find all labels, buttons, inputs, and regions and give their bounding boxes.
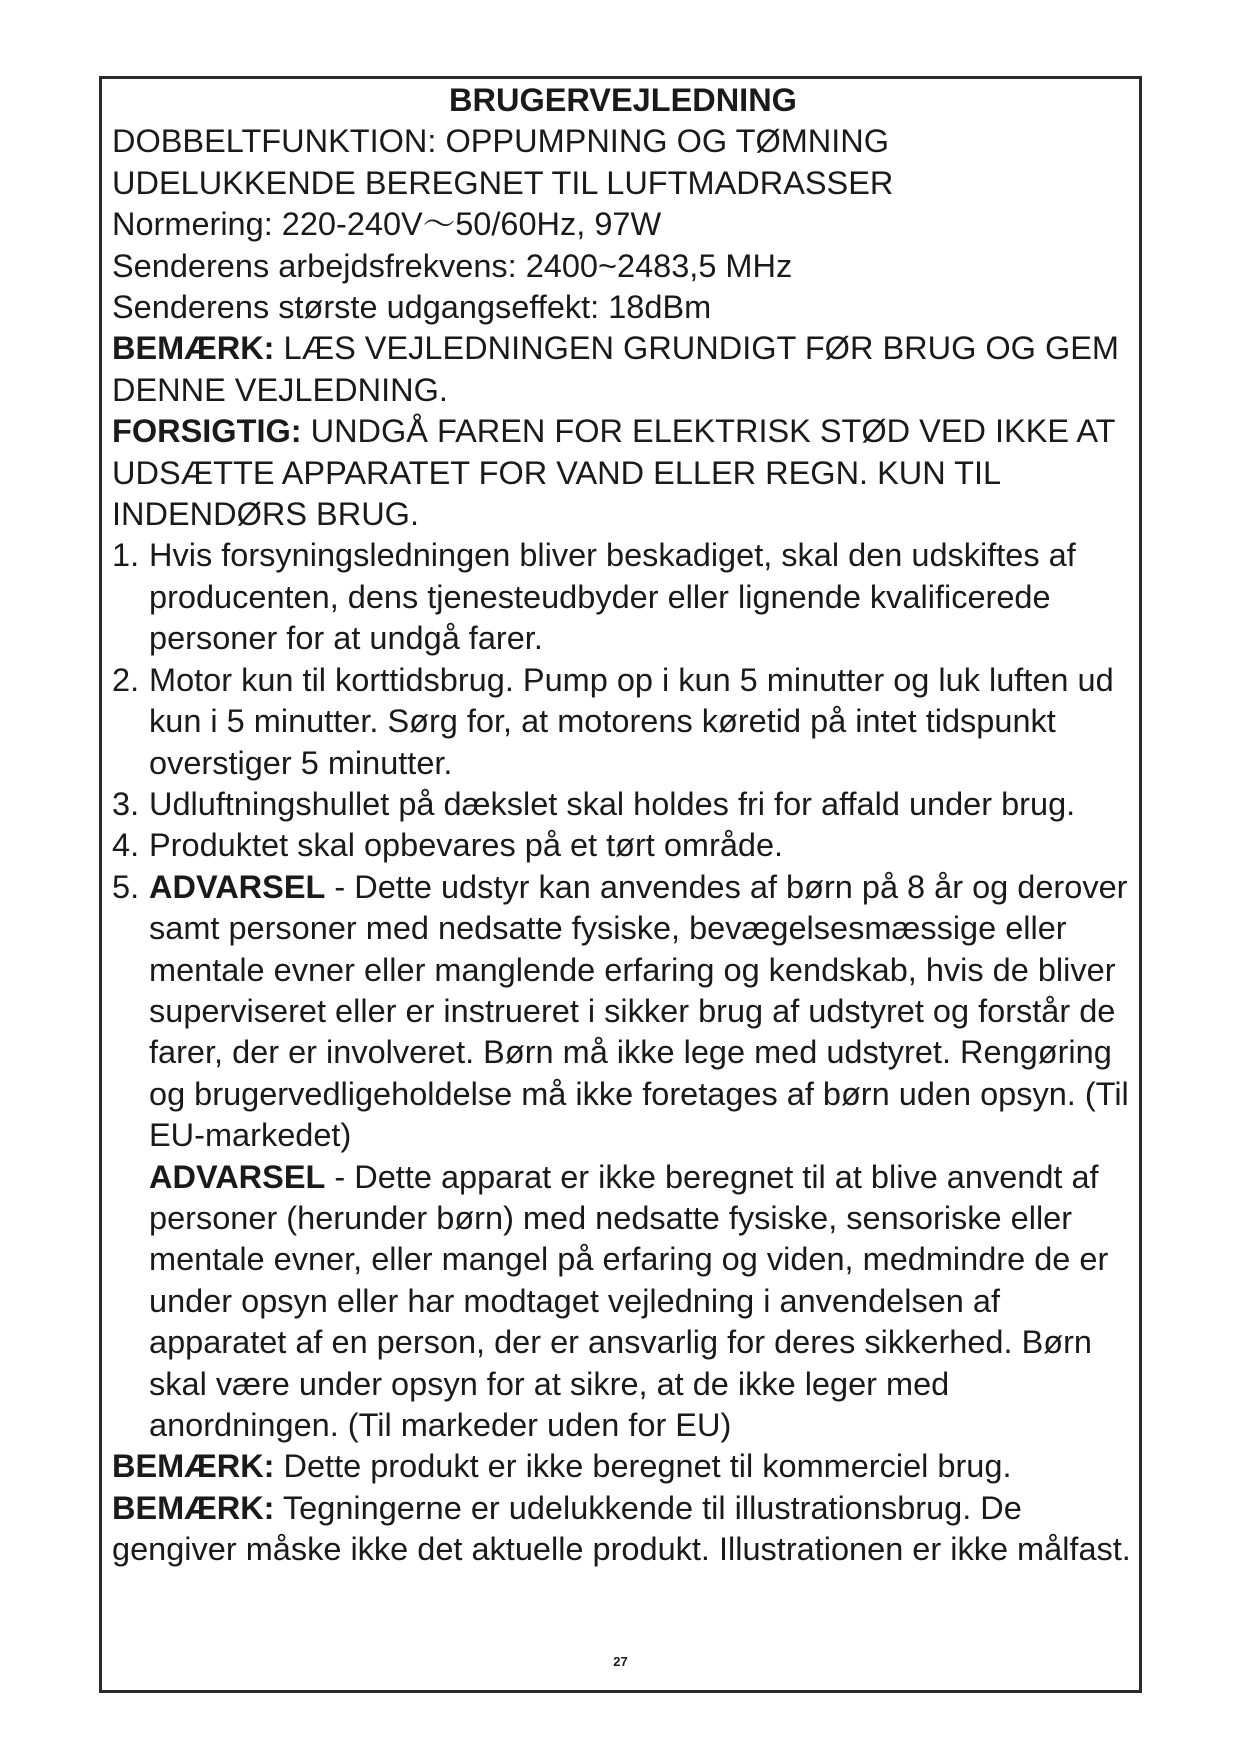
note-text: LÆS VEJLEDNINGEN GRUNDIGT FØR BRUG OG GEM DENNE VEJLEDNING. [112, 330, 1119, 408]
spec-frequency: Senderens arbejdsfrekvens: 2400~2483,5 MHz [112, 247, 793, 284]
list-item [112, 535, 1134, 659]
note-text: Tegningerne er udelukkende til illustrationsbrug. De gengiver måske ikke det aktuelle produkt. Illustrationen er ikke målfast. [112, 1489, 1131, 1568]
note-drawings [112, 1488, 1134, 1571]
item-number: 3. [112, 785, 140, 822]
list-item [112, 784, 1134, 825]
page-number: 27 [613, 1654, 628, 1669]
item-number: 5. [112, 868, 140, 905]
caution-label: FORSIGTIG: [112, 413, 302, 450]
note-read-instructions [112, 328, 1134, 411]
item-number: 1. [112, 537, 140, 574]
instruction-list [112, 535, 1134, 1156]
list-item [112, 867, 1134, 1157]
warning-text: - Dette apparat er ikke beregnet til at blive anvendt af personer (herunder børn) med nedsatte fysiske, sensoriske eller mentale evner, eller mangel på erfaring og viden, medmindre de er under opsyn eller har modtaget vejledning i anvendelsen af apparatet af en person, der er ansvarlig for deres sikkerhed. Børn skal være under opsyn for at sikre, at de ikke leger med anordningen. (Til markeder uden for EU) [149, 1158, 1109, 1443]
caution-text: UNDGÅ FAREN FOR ELEKTRISK STØD VED IKKE AT UDSÆTTE APPARATET FOR VAND ELLER REGN. KUN TIL INDENDØRS BRUG. [112, 413, 1115, 533]
warning-non-eu [112, 1157, 1134, 1447]
note-label: BEMÆRK: [112, 330, 275, 367]
item-text [149, 867, 1134, 1157]
subtitle-dual-function: DOBBELTFUNKTION: OPPUMPNING OG TØMNING [112, 123, 890, 160]
item-text: Motor kun til korttidsbrug. Pump op i kun 5 minutter og luk luften ud kun i 5 minutter. Sørg for, at motorens køretid på intet tidspunkt overstiger 5 minutter. [149, 661, 1114, 781]
note-text: Dette produkt er ikke beregnet til kommerciel brug. [274, 1448, 1012, 1485]
warning-label: ADVARSEL [149, 868, 326, 905]
note-label: BEMÆRK: [112, 1448, 275, 1485]
note-label: BEMÆRK: [112, 1489, 275, 1526]
manual-content [112, 80, 1134, 1571]
item-number: 4. [112, 827, 140, 864]
list-item [112, 660, 1134, 784]
item-text: Hvis forsyningsledningen bliver beskadiget, skal den udskiftes af producenten, dens tjenesteudbyder eller lignende kvalificerede personer for at undgå farer. [149, 537, 1076, 657]
warning-text: - Dette udstyr kan anvendes af børn på 8 år og derover samt personer med nedsatte fysiske, bevægelsesmæssige eller mentale evner eller manglende erfaring og kendskab, hvis de bliver superviseret eller er instrueret i sikker brug af udstyret og forstår de farer, der er involveret. Børn må ikke lege med udstyret. Rengøring og brugervedligeholdelse må ikke foretages af børn uden opsyn. (Til EU-markedet) [149, 868, 1129, 1154]
spec-output-power: Senderens største udgangseffekt: 18dBm [112, 289, 712, 326]
list-item [112, 825, 1134, 866]
document-title: BRUGERVEJLEDNING [449, 82, 797, 118]
spec-rating: Normering: 220-240V～50/60Hz, 97W [112, 206, 662, 243]
caution-electric-shock [112, 411, 1134, 535]
warning-label: ADVARSEL [149, 1158, 326, 1195]
item-text: Udluftningshullet på dækslet skal holdes fri for affald under brug. [149, 785, 1076, 822]
subtitle-air-mattress: UDELUKKENDE BEREGNET TIL LUFTMADRASSER [112, 164, 894, 201]
item-number: 2. [112, 661, 140, 698]
note-commercial-use [112, 1446, 1134, 1487]
item-text: Produktet skal opbevares på et tørt område. [149, 827, 784, 864]
